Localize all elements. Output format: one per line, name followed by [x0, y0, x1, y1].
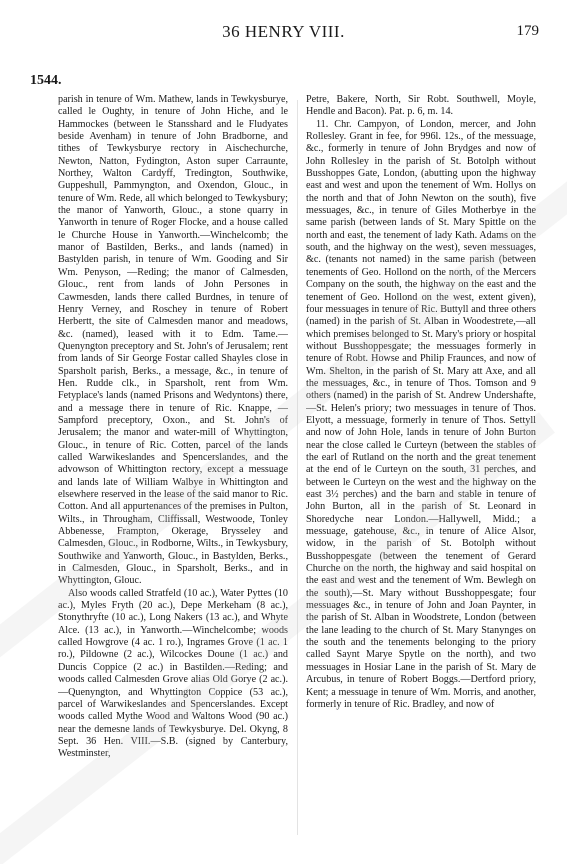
left-column — [58, 94, 288, 844]
right-column — [306, 94, 536, 844]
running-title: 36 HENRY VIII. — [222, 22, 345, 41]
left-paragraph-2: Also woods called Stratfeld (10 ac.), Water Pyttes (10 ac.), Myles Fryth (20 ac.), Depe Merkeham (8 ac.), Stonythryfte (10 ac.), Long Nakers (13 ac.), and Whyte Alce. (13 ac.), in Yanworth.—Winchelcombe; woods called Howgrove (4 ac. 1 ro.), Ingrames Grove (1 ac. 1 ro.), Pildowne (2 ac.), Wilcockes Doune (1 ac.) and Duncis Coppice (2 ac.) in Bastilden.—Reding; and woods called Calmesden Grove alias Old Gorye (2 ac.).—Quenyngton, and Whyttington Coppice (53 ac.), parcel of Warwikeslandes and Spencerslandes. Except woods called Mythe Wood and Waltons Wood (90 ac.) near the demesne lands of Tewkysburye. Del. Okyng, 8 Sept. 36 Hen. VIII.—S.B. (signed by Canterbury, Westminster, — [58, 587, 288, 760]
left-paragraph-1: parish in tenure of Wm. Mathew, lands in Tewkysburye, called le Oughty, in tenure of John Hiche, and le Hammockes (between le Stansshard and le Fludyates beside Avenham) in tenure of John Bradborne, and tithes of Tewkysburye rectory in Aischechurche, Newton, Natton, Fydington, Aston super Carraunte, Northey, Walton Cardyff, Tredington, Southwike, Guppeshull, Pammyngton, and Oxendon, Glouc., in tenure of Wm. Rede, all which belonged to Tewkysbury; the manor of Yanworth, Glouc., a stone quarry in Yanworth in tenure of Roger Flocke, and a house called le Churche House in Yanworth.—Winchelcomb; the manor of Bastilden, Berks., and lands (named) in Bastylden parish, in tenure of Wm. Gooding and Sir Wm. Penyson, —Reding; the manor of Calmesden, Glouc., rent from lands of John Persones in Cawmesden, lands there called Burdnes, in tenure of Henry Verney, and Roschey in tenure of Robert Herbertt, the site of Calmesden manor and meadows, &c. (named), leased with it to Edm. Tame.—Quenyngton preceptory and St. John's of Jerusalem; rent from lands of Sir George Fostar called Shayles close in Sparsholt parish, Berks., a message, &c., in tenure of Hen. Rudde clk., in Sparsholt, rent from Wm. Fetyplace's lands (named Prisons and Wedyntons) there, and a message there in tenure of Ric. Knappe, —Sampford preceptory, Oxon., and St. John's of Jerusalem; the manor and water-mill of Whyttington, Glouc., in tenure of Ric. Cotten, parcel of the lands called Warwikeslandes and Spencerslandes, and the advowson of Whittington rectory, except a messuage and lands late of William Walbye in Whittington and elsewhere reserved in the lease of the said manor to Ric. Cotton. And all appurtenances of the premises in Pulton, Wilts., in Througham, Cliffissall, Westwoode, Tonley Abbenesse, Frampton, Okerage, Brysseley and Calmesden, Glouc., in Rodborne, Wilts., in Tewkysbury, Southwike and Yanworth, Glouc., in Bastylden, Berks., in Calmesden, Glouc., in Sparsholt, Berks., and in Whyttington, Glouc. — [58, 94, 288, 587]
right-paragraph-1: Petre, Bakere, North, Sir Robt. Southwell, Moyle, Hendle and Bacon). Pat. p. 6, m. 14. — [306, 94, 536, 118]
column-divider — [297, 100, 298, 835]
right-paragraph-2: 11. Chr. Campyon, of London, mercer, and John Rollesley. Grant in fee, for 996l. 12s., of the messuage, &c., formerly in tenure of John Brydges and now of John Rollesley in the parish of St. Botolph without Busshoppes Gate, London, (abutting upon the highway east and west and upon the tenement of Wm. Hollys on the north and that of John Newton on the south), five messuages, &c., in tenure of Giles Motherbye in the same parish (between lands of St. Mary Spittle on the north and east, the tenement of lady Kath. Adams on the south, and the highway on the west), seven messuages, &c. (tenants not named) in the same parish (between tenements of Geo. Hollond on the north, of the Mercers Company on the south, the highway on the east and the tenement of Geo. Hollond on the west, extent given), four messuages in tenure of Ric. Buttyll and three others (named) in the parish of St. Alban in Woodestrete,—all which premises belonged to St. Mary's priory or hospital without Busshoppesgate; the messuages formerly in tenure of Robt. Howse and Philip Fraunces, and now of Wm. Shelton, in the parish of St. Mary att Axe, and all the messuages, &c., in tenure of Thos. Tomson and 9 others (named) in the parish of St. Andrew Undershafte,—St. Helen's priory; two messuages in tenure of Thos. Elyott, a messuage, formerly in tenure of Thos. Settyll and now of John Hole, lands in tenure of John Burton near the close called le Curteyn (between the stables of the earl of Rutland on the north and the great tenement at the end of le Curteyn on the south, 31 perches, and between le Curteyn on the west and the highway on the east 3½ perches) and the barn and stable in tenure of John Burton, all in the parish of St. Leonard in Shoredyche near London.—Hallywell, Midd.; a messuage, gatehouse, &c., in tenure of Alice Alsor, widow, in the parish of St. Botolph without Busshoppesgate (between the tenement of Gerard Churche on the north, the highway and said hospital on the east and west and the tenement of Wm. Bewlegh on the south),—St. Mary without Busshoppesgate; four messuages &c., in tenure of John and Joan Paynter, in the parish of St. Alban in Woodstrete, London (between the lane leading to the church of St. Mary Stanynges on the south and the tenements belonging to the priory called Saynt Marye Spytle on the north), and two messuages in Hosiar Lane in the parish of St. Mary de Arcubus, in tenure of Robert Boggs.—Dertford priory, Kent; a messuage in tenure of Wm. Morris, and another, formerly in tenure of Ric. Bradley, and now of — [306, 118, 536, 710]
running-head — [0, 22, 567, 42]
page-number: 179 — [516, 23, 539, 39]
margin-year: 1544. — [30, 73, 62, 88]
